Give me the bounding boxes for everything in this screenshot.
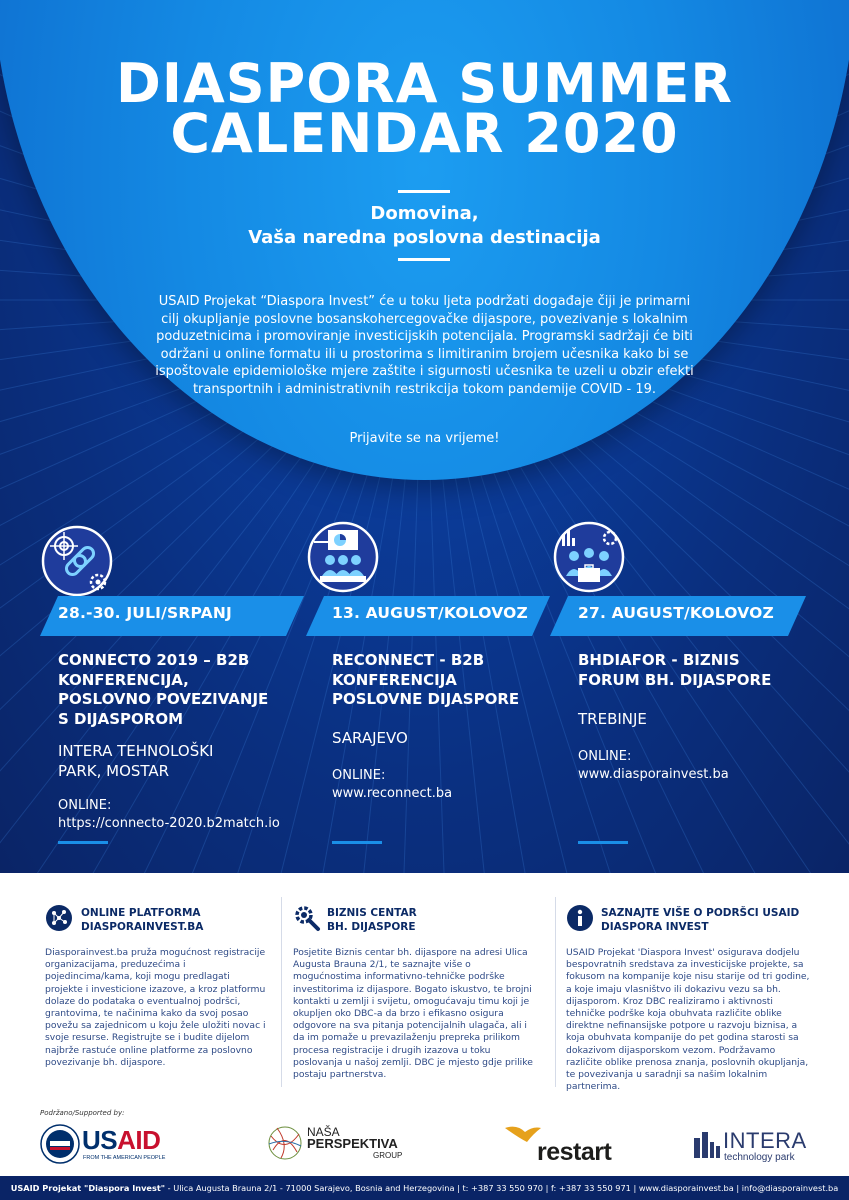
event-location-2: SARAJEVO (332, 729, 408, 747)
event-title-2: RECONNECT - B2B KONFERENCIJA POSLOVNE DIJASPORE (332, 651, 520, 708)
page-title-line2: CALENDAR 2020 (170, 102, 679, 165)
usaid-logo: USAID FROM THE AMERICAN PEOPLE (40, 1122, 180, 1168)
title-divider-bottom (398, 258, 450, 261)
footer-contact: - Ulica Augusta Brauna 2/1 - 71000 Sarajevo, Bosnia and Herzegovina | t: +387 33 550 970 | f: +387 33 550 971 | www.diasporainvest.ba | info@diasporainvest.ba (165, 1183, 839, 1193)
event-divider-2 (332, 841, 382, 844)
footer-bar (0, 1176, 849, 1200)
event-online-1: ONLINE: https://connecto-2020.b2match.io (58, 798, 280, 831)
info-heading-3: SAZNAJTE VIŠE O PODRŠCI USAID DIASPORA INVEST (601, 907, 800, 933)
event-divider-1 (58, 841, 108, 844)
info-body-3: USAID Projekat 'Diaspora Invest' osigurava dodjelu bespovratnih sredstava za investicijske projekte, sa fokusom na kompanije koje nisu starije od tri godine, a koje imaju vlasništvo ili dokazivu vezu sa bh. dijasporom. Kroz DBC realiziramo i aktivnosti tehničke podrške koja obuhvata različite oblike direktne nefinansijske potpore u razvoju biznisa, a koja obuhvata kompanije do pet godina starosti sa dokazivom dijasporskom vezom. Podržavamo različite oblike prenosa znanja, poslovnih okupljanja, te povezivanja u saradnji sa našim lokalnim partnerima. (566, 947, 810, 1093)
conference-audience-icon (306, 520, 380, 594)
event-location-1: INTERA TEHNOLOŠKI PARK, MOSTAR (58, 742, 214, 780)
subtitle-line2: Vaša naredna poslovna destinacija (248, 227, 601, 248)
event-date-2: 13. AUGUST/KOLOVOZ (332, 604, 528, 622)
info-icon (566, 904, 594, 932)
restart-logo: restart (503, 1124, 623, 1168)
intera-logo: INTERA technology park (694, 1128, 814, 1168)
info-body-2: Posjetite Biznis centar bh. dijaspore na adresi Ulica Augusta Brauna 2/1, te saznajte više o mogućnostima informativno-tehničke podrške investitorima iz dijaspore. Bogato iskustvo, te brojni kontakti u zemlji i svijetu, omogućavaju timu koji je okupljen oko DBC-a da brzo i efikasno osigura odgovore na sva pitanja potencijalnih ulagača, ali i da im pomaže u prevazilaženju prepreka prilikom procesa registracije i drugih izazova u toku poslovanja u našoj zemlji. DBC je mjesto gdje prilike postaju partnerstva. (293, 947, 533, 1081)
supported-by-label: Podržano/Supported by: (40, 1109, 125, 1117)
footer-org: USAID Projekat "Diaspora Invest" (10, 1183, 166, 1193)
event-date-3: 27. AUGUST/KOLOVOZ (578, 604, 774, 622)
intro-paragraph: USAID Projekat “Diaspora Invest” će u toku ljeta podržati događaje čiji je primarni cilj okupljanje poslovne bosanskohercegovačke dijaspore, povezivanje s lokalnim poduzetnicima i promoviranje investicijskih potencijala. Programski sadržaji će biti održani u online formatu ili u prostorima s limitiranim brojem učesnika kako bi se ispoštovale epidemiološke mjere zaštite i sigurnosti učesnika te uzeli u obzir efekti transportnih i administrativnih restrikcija tokom pandemije COVID - 19. (155, 294, 694, 397)
subtitle-line1: Domovina, (370, 203, 479, 224)
event-link-2[interactable]: www.reconnect.ba (332, 786, 453, 801)
info-heading-1: ONLINE PLATFORMA DIASPORAINVEST.BA (81, 907, 204, 933)
event-link-1[interactable]: https://connecto-2020.b2match.io (58, 816, 280, 831)
event-online-2: ONLINE: www.reconnect.ba (332, 768, 453, 801)
network-globe-icon (45, 904, 73, 932)
event-title-3: BHDIAFOR - BIZNIS FORUM BH. DIJASPORE (578, 651, 772, 689)
intera-blocks-icon (694, 1132, 720, 1158)
event-link-3[interactable]: www.diasporainvest.ba (578, 767, 729, 782)
page-title-line1: DIASPORA SUMMER (116, 52, 733, 115)
event-online-3: ONLINE: www.diasporainvest.ba (578, 749, 729, 782)
info-separator-1 (281, 897, 282, 1087)
title-divider-top (398, 190, 450, 193)
call-to-action: Prijavite se na vrijeme! (349, 431, 500, 446)
business-team-icon (552, 520, 626, 594)
gear-search-icon (293, 904, 321, 932)
link-target-icon (40, 524, 114, 598)
info-body-1: Diasporainvest.ba pruža mogućnost registracije organizacijama, preduzećima i pojedincima/kama, koji mogu predlagati projekte i investicione izazove, a kroz platformu dolaze do podataka o eventualnoj podršci, grantovima, te načinima kako da svoj posao povežu sa zajednicom u koju žele uložiti novac i svoje resurse. Registrujte se i budite dijelom najbrže rastuće online platforme za poslovno povezivanje bh. dijaspore. (45, 947, 266, 1068)
event-location-3: TREBINJE (578, 710, 647, 728)
nasa-perspektiva-logo: NAŠA PERSPEKTIVA GROUP (267, 1124, 417, 1168)
usaid-seal-icon (40, 1124, 80, 1164)
info-heading-2: BIZNIS CENTAR BH. DIJASPORE (327, 907, 417, 933)
event-date-1: 28.-30. JULI/SRPANJ (58, 604, 232, 622)
globe-lines-icon (267, 1124, 303, 1162)
info-separator-2 (555, 897, 556, 1087)
event-title-1: CONNECTO 2019 – B2B KONFERENCIJA, POSLOVNO POVEZIVANJE S DIJASPOROM (58, 651, 269, 728)
event-divider-3 (578, 841, 628, 844)
